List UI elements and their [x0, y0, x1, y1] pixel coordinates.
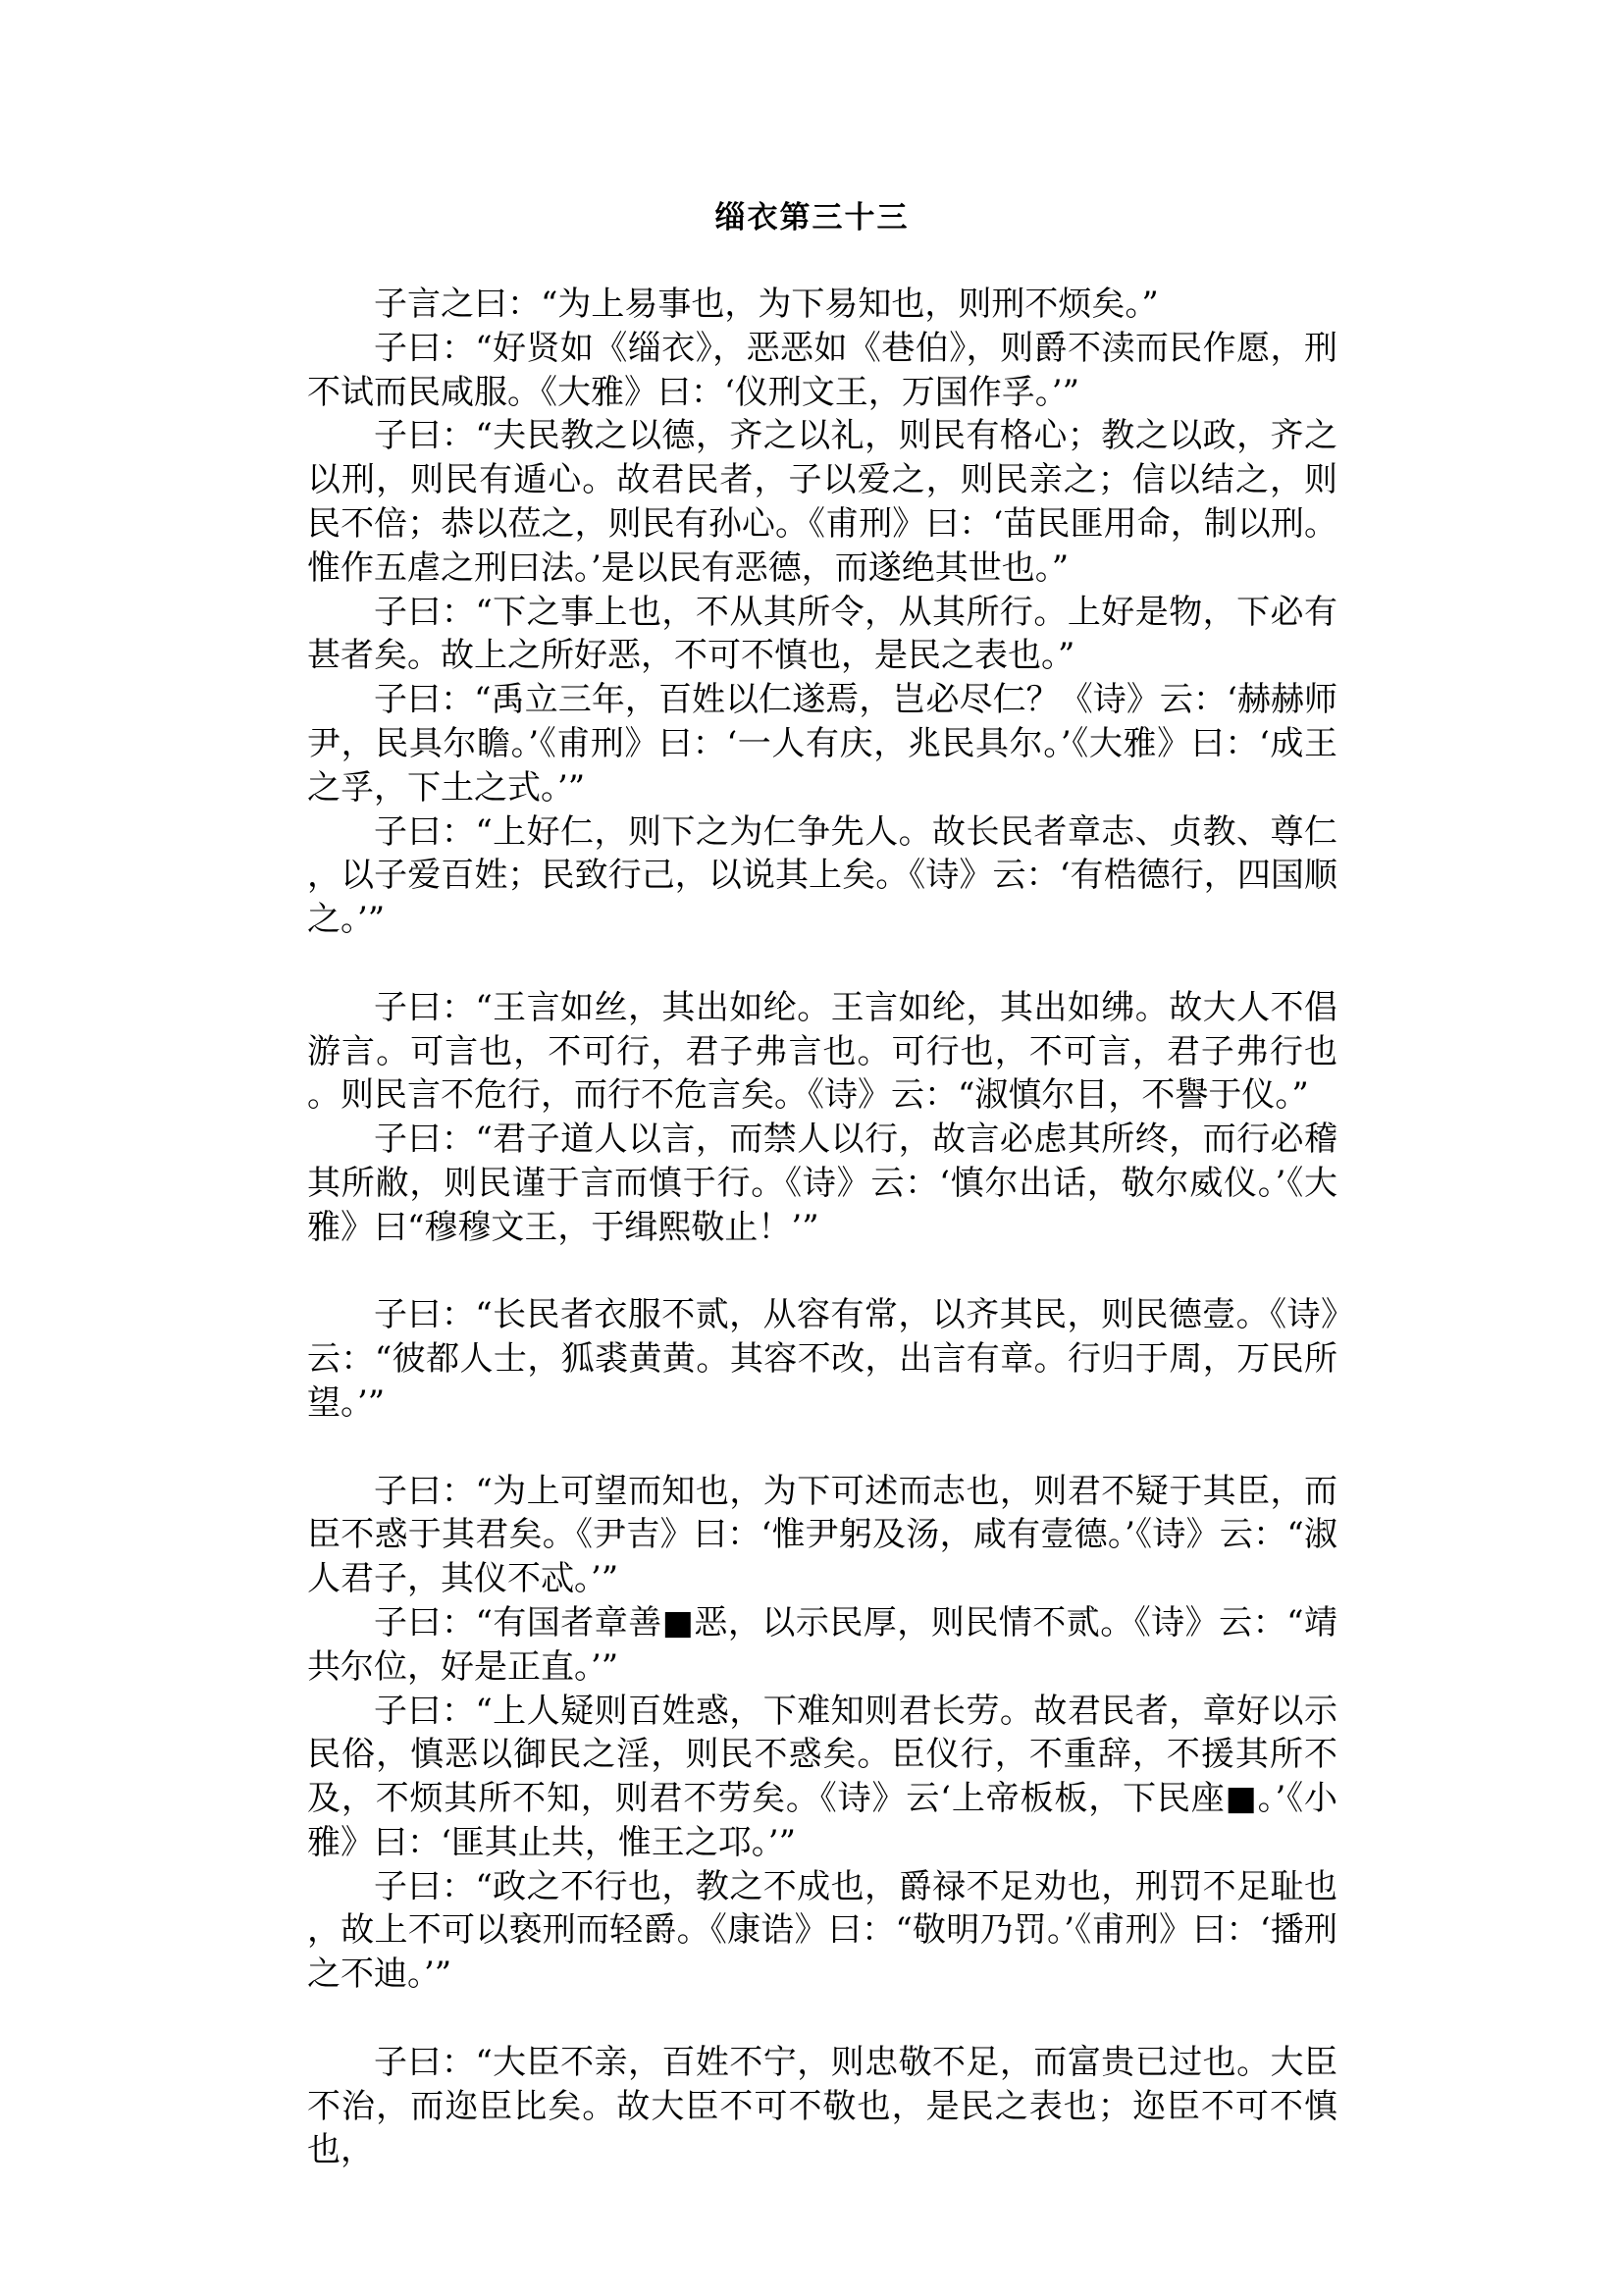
paragraph-7: 子曰：“王言如丝，其出如纶。王言如纶，其出如绋。故大人不倡游言。可言也，不可行，君子弗言也。可行也，不可言，君子弗行也。则民言不危行，而行不危言矣。《诗》云：“淑慎尔目，不譽于仪。”: [307, 987, 1337, 1116]
paragraph-10: 子曰：“为上可望而知也，为下可述而志也，则君不疑于其臣，而臣不惑于其君矣。《尹吉》曰：‘惟尹躬及汤，咸有壹德。’《诗》云：“淑人君子，其仪不忒。’”: [307, 1471, 1337, 1599]
paragraph-6: 子曰：“上好仁，则下之为仁争先人。故长民者章志、贞教、尊仁，以子爱百姓；民致行己，以说其上矣。《诗》云：‘有梏德行，四国顺之。’”: [307, 811, 1337, 940]
paragraph-8: 子曰：“君子道人以言，而禁人以行，故言必虑其所终，而行必稽其所敝，则民谨于言而慎于行。《诗》云：‘慎尔出话，敬尔威仪。’《大雅》曰“穆穆文王，于缉熙敬止！’”: [307, 1120, 1337, 1247]
document-body: [307, 283, 1337, 2172]
paragraph-12: 子曰：“上人疑则百姓惑，下难知则君长劳。故君民者，章好以示民俗，慎恶以御民之淫，则民不惑矣。臣仪行，不重辞，不援其所不及，不烦其所不知，则君不劳矣。《诗》云‘上帝板板，下民座■。’《小雅》曰：‘匪其止共，惟王之邛。’”: [307, 1691, 1337, 1862]
paragraph-1: 子言之曰：“为上易事也，为下易知也，则刑不烦矣。”: [374, 285, 1159, 324]
paragraph-13: 子曰：“政之不行也，教之不成也，爵禄不足劝也，刑罚不足耻也，故上不可以亵刑而轻爵。《康诰》曰：“敬明乃罚。’《甫刑》曰：‘播刑之不迪。’”: [307, 1866, 1337, 1995]
paragraph-5: 子曰：“禹立三年，百姓以仁遂焉，岂必尽仁？《诗》云：‘赫赫师尹，民具尔瞻。’《甫刑》曰：‘一人有庆，兆民具尔。’《大雅》曰：‘成王之孚，下土之式。’”: [307, 680, 1337, 808]
paragraph-9: 子曰：“长民者衣服不贰，从容有常，以齐其民，则民德壹。《诗》云：“彼都人士，狐裘黄黄。其容不改，出言有章。行归于周，万民所望。’”: [307, 1295, 1337, 1423]
paragraph-3: 子曰：“夫民教之以德，齐之以礼，则民有格心；教之以政，齐之以刑，则民有遁心。故君民者，子以爱之，则民亲之；信以结之，则民不倍；恭以莅之，则民有孙心。《甫刑》曰：‘苗民匪用命，制以刑。惟作五虐之刑曰法。’是以民有恶德，而遂绝其世也。”: [307, 416, 1337, 588]
paragraph-11: 子曰：“有国者章善■恶，以示民厚，则民情不贰。《诗》云：“靖共尔位，好是正直。’”: [307, 1602, 1337, 1687]
paragraph-4: 子曰：“下之事上也，不从其所令，从其所行。上好是物，下必有甚者矣。故上之所好恶，不可不慎也，是民之表也。”: [307, 592, 1337, 676]
paragraph-14: 子曰：“大臣不亲，百姓不宁，则忠敬不足，而富贵已过也。大臣不治，而迩臣比矣。故大臣不可不敬也，是民之表也；迩臣不可不慎也，: [307, 2042, 1337, 2170]
paragraph-2: 子曰：“好贤如《缁衣》，恶恶如《巷伯》，则爵不渎而民作愿，刑不试而民咸服。《大雅》曰：‘仪刑文王，万国作孚。’”: [307, 328, 1337, 412]
page-title: 缁衣第三十三: [714, 200, 910, 235]
